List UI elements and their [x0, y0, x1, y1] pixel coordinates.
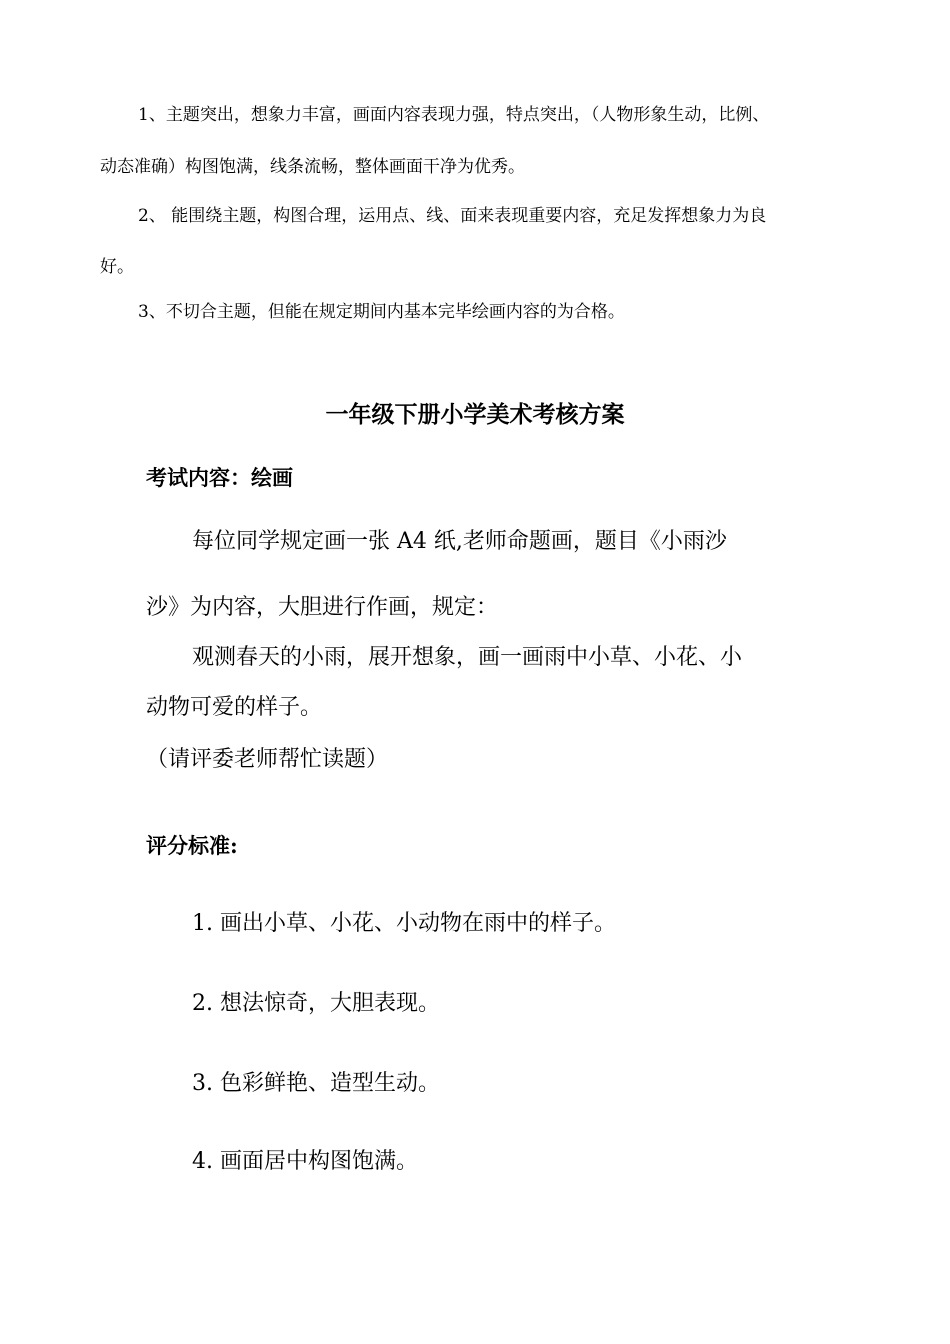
exam-note: （请评委老师帮忙读题） — [146, 747, 389, 772]
scoring-item: 1. 画出小草、小花、小动物在雨中的样子。 — [192, 911, 616, 936]
criteria-item-2-line-1: 2、 能围绕主题，构图合理，运用点、线、面来表现重要内容，充足发挥想象力为良 — [138, 206, 767, 226]
plan-title: 一年级下册小学美术考核方案 — [325, 401, 625, 428]
scoring-item: 4. 画面居中构图饱满。 — [192, 1149, 418, 1174]
exam-paragraph-2-line-1: 观测春天的小雨，展开想象，画一画雨中小草、小花、小 — [192, 645, 743, 670]
criteria-item-3-line-1: 3、不切合主题，但能在规定期间内基本完毕绘画内容的为合格。 — [138, 302, 625, 322]
scoring-heading: 评分标准: — [146, 833, 238, 858]
scoring-item: 3. 色彩鲜艳、造型生动。 — [192, 1071, 440, 1096]
exam-paragraph-1-line-2: 沙》为内容，大胆进行作画，规定： — [146, 595, 499, 620]
exam-paragraph-1-line-1: 每位同学规定画一张 A4 纸,老师命题画，题目《小雨沙 — [192, 529, 727, 554]
criteria-item-2-line-2: 好。 — [100, 257, 134, 277]
scoring-item: 2. 想法惊奇，大胆表现。 — [192, 991, 440, 1016]
criteria-item-1-line-1: 1、主题突出，想象力丰富，画面内容表现力强，特点突出，（人物形象生动，比例、 — [138, 105, 770, 125]
exam-paragraph-2-line-2: 动物可爱的样子。 — [146, 695, 323, 720]
exam-content-heading: 考试内容：绘画 — [146, 465, 293, 490]
criteria-item-1-line-2: 动态准确）构图饱满，线条流畅，整体画面干净为优秀。 — [100, 157, 525, 177]
